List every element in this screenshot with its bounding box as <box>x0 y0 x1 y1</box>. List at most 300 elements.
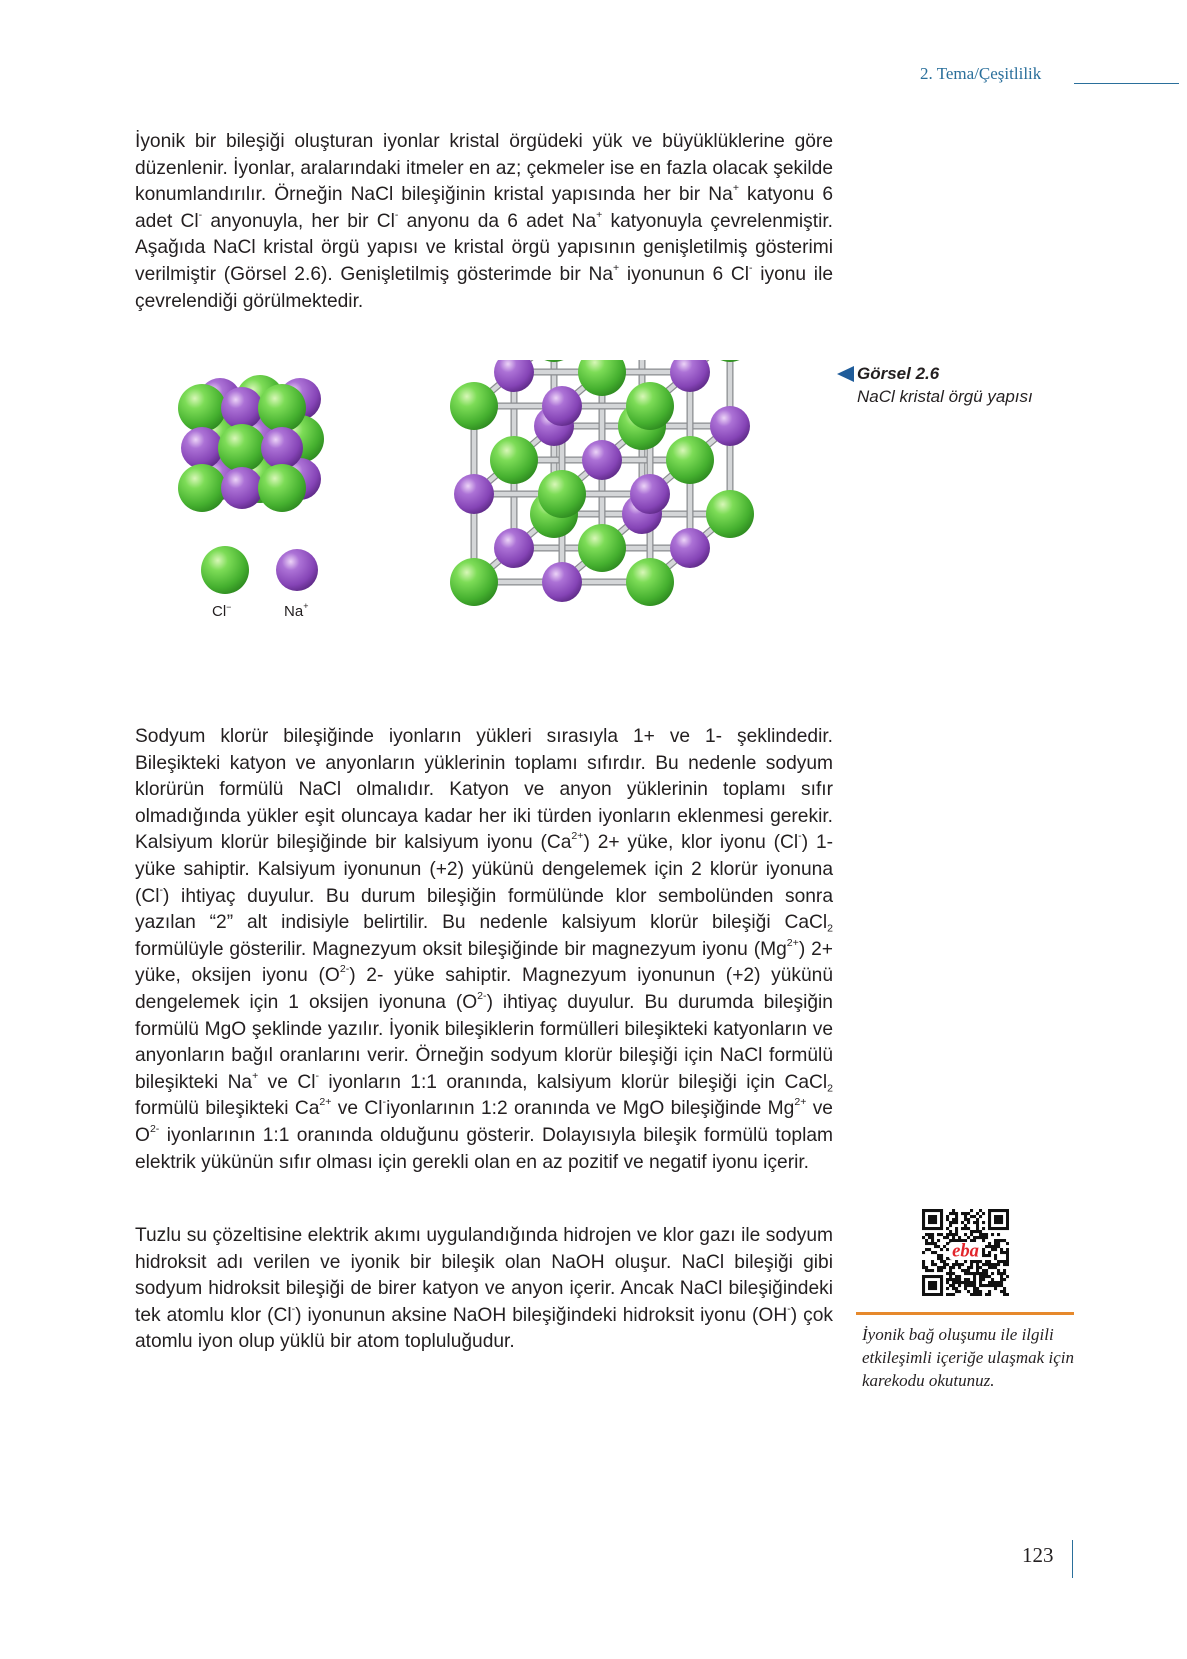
qr-module <box>925 1233 928 1236</box>
qr-module <box>979 1230 982 1233</box>
qr-module <box>931 1233 934 1236</box>
qr-module <box>931 1239 934 1242</box>
qr-module <box>1000 1284 1003 1287</box>
qr-module <box>928 1269 931 1272</box>
qr-module <box>922 1281 925 1284</box>
qr-module <box>964 1269 967 1272</box>
qr-module <box>922 1212 925 1215</box>
figure-caption-title: Görsel 2.6 <box>857 364 940 383</box>
qr-module <box>949 1293 952 1296</box>
qr-module <box>973 1221 976 1224</box>
qr-module <box>952 1272 955 1275</box>
qr-module <box>991 1233 994 1236</box>
qr-module <box>976 1224 979 1227</box>
qr-module <box>988 1275 991 1278</box>
packed-sodium-ion <box>221 387 263 429</box>
qr-module <box>952 1209 955 1212</box>
qr-module <box>946 1272 949 1275</box>
qr-module <box>973 1290 976 1293</box>
qr-module <box>1006 1260 1009 1263</box>
qr-module <box>985 1263 988 1266</box>
qr-module <box>949 1224 952 1227</box>
qr-module <box>961 1269 964 1272</box>
qr-module <box>1000 1290 1003 1293</box>
nacl-crystal-lattice-figure <box>170 360 810 680</box>
qr-module <box>946 1293 949 1296</box>
qr-module <box>991 1272 994 1275</box>
qr-module <box>967 1281 970 1284</box>
qr-module <box>931 1242 934 1245</box>
qr-module <box>952 1281 955 1284</box>
qr-module <box>988 1212 991 1215</box>
qr-module <box>961 1212 964 1215</box>
qr-module <box>988 1263 991 1266</box>
qr-module <box>994 1266 997 1269</box>
qr-module <box>949 1284 952 1287</box>
qr-module <box>949 1272 952 1275</box>
qr-module <box>979 1266 982 1269</box>
qr-module <box>997 1260 1000 1263</box>
qr-module <box>922 1215 925 1218</box>
qr-module <box>991 1266 994 1269</box>
qr-module <box>994 1239 997 1242</box>
lattice-sodium-ion <box>542 386 582 426</box>
qr-module <box>940 1266 943 1269</box>
qr-module <box>928 1281 931 1284</box>
qr-module <box>946 1287 949 1290</box>
qr-module <box>940 1224 943 1227</box>
ionic-formula-paragraph: Sodyum klorür bileşiğinde iyonların yükleri sırasıyla 1+ ve 1- şeklindedir. Bileşikteki katyon ve anyonların yüklerinin toplamı sıfırdır. Bu nedenle sodyum klorürün formülü NaCl olmalıdır. Katyon ve anyon yüklerinin toplamı sıfır olmadığında yükler eşit oluncaya kadar her iki türden iyonların eklenmesi gerekir. Kalsiyum klorür bileşiğinde bir kalsiyum iyonu $(Ca^{2+})$ 2+ yüke, klor iyonu (Cl-) 1- yüke sahiptir. Kalsiyum iyonunun (+2) yükünü dengelemek için 2 klorür iyonuna (Cl-) ihtiyaç duyulur. Bu durum bileşiğin formülünde klor sembolünden sonra yazılan “2” alt indisiyle belirtilir. Bu nedenle kalsiyum klorür bileşiği CaCl$_2$ formülüyle gösterilir. Magnezyum oksit bileşiğinde bir magnezyum iyonu $(Mg^{2+})$ 2+ yüke, oksijen iyonu $(O^{2-})$ 2- yüke sahiptir. Magnezyum iyonunun (+2) yükünü dengelemek için 1 oksijen iyonuna $(O^{2-})$ ihtiyaç duyulur. Bu durumda bileşiğin formülü MgO şeklinde yazılır. İyonik bileşiklerin formülleri bileşikteki katyonların ve anyonların bağıl oranlarını verir. Örneğin sodyum klorür bileşiği için NaCl formülü bileşikteki Na+ ve Cl- iyonların 1:1 oranında, kalsiyum klorür bileşiği için CaCl$_2$ formülü bileşikteki $Ca^{2+}$ ve Cl-iyonlarının 1:2 oranında ve MgO bileşiğinde $Mg^{2+}$ ve $O^{2-}$ iyonlarının 1:1 oranında olduğunu gösterir. Dolayısıyla bileşik formülü toplam elektrik yükünün sıfır olması için gerekli olan en az pozitif ve negatif iyonu içerir. <box>135 726 834 1173</box>
qr-module <box>1000 1215 1003 1218</box>
lattice-chloride-ion <box>626 558 674 606</box>
lattice-chloride-ion <box>666 436 714 484</box>
qr-module <box>988 1218 991 1221</box>
lattice-chloride-ion <box>578 524 626 572</box>
qr-module <box>1003 1278 1006 1281</box>
naoh-paragraph: Tuzlu su çözeltisine elektrik akımı uygulandığında hidrojen ve klor gazı ile sodyum hidroksit adı verilen ve iyonik bir bileşik olan NaOH oluşur. NaCl bileşiği gibi sodyum hidroksit bileşiği de birer katyon ve anyon içerir. Ancak NaCl bileşiğindeki tek atomlu klor (Cl-) iyonunun aksine NaOH bileşiğindeki hidroksit iyonu (OH-) çok atomlu iyon olup yüklü bir atom topluluğudur. <box>135 1225 833 1353</box>
qr-module <box>937 1269 940 1272</box>
qr-module <box>988 1266 991 1269</box>
qr-module <box>979 1293 982 1296</box>
qr-module <box>1000 1272 1003 1275</box>
qr-module <box>997 1281 1000 1284</box>
qr-module <box>967 1272 970 1275</box>
qr-module <box>1006 1221 1009 1224</box>
qr-module <box>1006 1209 1009 1212</box>
qr-module <box>940 1290 943 1293</box>
qr-module <box>997 1221 1000 1224</box>
qr-module <box>931 1236 934 1239</box>
qr-instruction-text: İyonik bağ oluşumu ile ilgili etkileşimli içeriğe ulaşmak için karekodu okutunuz. <box>862 1325 1074 1390</box>
qr-module <box>952 1221 955 1224</box>
qr-module <box>922 1263 925 1266</box>
qr-module <box>988 1242 991 1245</box>
qr-module <box>934 1284 937 1287</box>
qr-module <box>946 1263 949 1266</box>
qr-module <box>994 1245 997 1248</box>
qr-module <box>949 1230 952 1233</box>
qr-module <box>949 1269 952 1272</box>
qr-module <box>952 1236 955 1239</box>
qr-module <box>991 1209 994 1212</box>
qr-module <box>946 1233 949 1236</box>
qr-module <box>943 1263 946 1266</box>
legend-chloride-ion <box>201 546 249 594</box>
qr-module <box>970 1284 973 1287</box>
qr-module <box>928 1287 931 1290</box>
qr-module <box>940 1275 943 1278</box>
qr-module <box>1003 1263 1006 1266</box>
lattice-chloride-ion <box>450 382 498 430</box>
packed-sodium-ion <box>181 427 223 469</box>
qr-module <box>922 1251 925 1254</box>
qr-module <box>922 1221 925 1224</box>
qr-module <box>928 1275 931 1278</box>
qr-module <box>946 1236 949 1239</box>
qr-module <box>988 1227 991 1230</box>
qr-module <box>940 1293 943 1296</box>
qr-module <box>994 1257 997 1260</box>
qr-module <box>943 1236 946 1239</box>
qr-module <box>1006 1242 1009 1245</box>
qr-module <box>988 1224 991 1227</box>
qr-module <box>955 1227 958 1230</box>
qr-module <box>1000 1221 1003 1224</box>
qr-module <box>994 1242 997 1245</box>
qr-module <box>985 1275 988 1278</box>
qr-module <box>943 1245 946 1248</box>
qr-module <box>943 1266 946 1269</box>
qr-module <box>931 1269 934 1272</box>
qr-module <box>940 1278 943 1281</box>
page-number-rule <box>1072 1540 1073 1578</box>
qr-module <box>979 1281 982 1284</box>
qr-module <box>934 1209 937 1212</box>
qr-module <box>982 1248 985 1251</box>
qr-module <box>949 1266 952 1269</box>
qr-module <box>922 1266 925 1269</box>
qr-module <box>940 1248 943 1251</box>
qr-module <box>1003 1227 1006 1230</box>
qr-module <box>973 1293 976 1296</box>
qr-module <box>976 1263 979 1266</box>
qr-module <box>925 1239 928 1242</box>
qr-module <box>940 1254 943 1257</box>
qr-module <box>970 1233 973 1236</box>
qr-module <box>979 1209 982 1212</box>
qr-module <box>967 1266 970 1269</box>
qr-module <box>931 1221 934 1224</box>
qr-module <box>991 1263 994 1266</box>
qr-module <box>982 1236 985 1239</box>
qr-module <box>970 1215 973 1218</box>
qr-module <box>940 1287 943 1290</box>
qr-module <box>940 1221 943 1224</box>
qr-module <box>964 1218 967 1221</box>
qr-module <box>997 1233 1000 1236</box>
qr-module <box>931 1251 934 1254</box>
qr-module <box>994 1254 997 1257</box>
qr-module <box>985 1245 988 1248</box>
qr-module <box>922 1278 925 1281</box>
qr-module <box>922 1260 925 1263</box>
qr-module <box>991 1281 994 1284</box>
qr-module <box>1006 1248 1009 1251</box>
qr-module <box>1006 1293 1009 1296</box>
qr-module <box>973 1275 976 1278</box>
qr-module <box>937 1209 940 1212</box>
qr-module <box>967 1269 970 1272</box>
qr-module <box>988 1245 991 1248</box>
qr-module <box>958 1281 961 1284</box>
qr-module <box>967 1221 970 1224</box>
qr-module <box>931 1275 934 1278</box>
qr-module <box>970 1266 973 1269</box>
qr-module <box>988 1209 991 1212</box>
qr-module <box>931 1287 934 1290</box>
qr-module <box>1000 1227 1003 1230</box>
qr-module <box>982 1233 985 1236</box>
qr-module <box>994 1281 997 1284</box>
qr-module <box>937 1293 940 1296</box>
qr-module <box>955 1218 958 1221</box>
qr-module <box>940 1227 943 1230</box>
qr-module <box>994 1227 997 1230</box>
qr-module <box>964 1227 967 1230</box>
lattice-chloride-ion <box>490 436 538 484</box>
qr-module <box>976 1227 979 1230</box>
qr-module <box>985 1233 988 1236</box>
lattice-sodium-ion <box>454 474 494 514</box>
qr-module <box>928 1227 931 1230</box>
qr-module <box>934 1263 937 1266</box>
qr-module <box>952 1266 955 1269</box>
figure-caption <box>857 362 1033 408</box>
qr-module <box>973 1230 976 1233</box>
qr-module <box>997 1272 1000 1275</box>
qr-module <box>964 1278 967 1281</box>
qr-module <box>940 1215 943 1218</box>
qr-module <box>994 1263 997 1266</box>
qr-module <box>925 1248 928 1251</box>
qr-module <box>988 1290 991 1293</box>
qr-module <box>967 1212 970 1215</box>
qr-module <box>997 1263 1000 1266</box>
qr-module <box>934 1218 937 1221</box>
qr-module <box>940 1281 943 1284</box>
qr-module <box>955 1263 958 1266</box>
qr-module <box>946 1227 949 1230</box>
qr-module <box>973 1215 976 1218</box>
qr-module <box>994 1209 997 1212</box>
qr-module <box>1003 1239 1006 1242</box>
lattice-chloride-ion <box>626 382 674 430</box>
qr-module <box>925 1293 928 1296</box>
qr-module <box>988 1260 991 1263</box>
qr-module <box>937 1239 940 1242</box>
qr-module <box>979 1215 982 1218</box>
qr-module <box>985 1272 988 1275</box>
qr-module <box>967 1284 970 1287</box>
lattice-chloride-ion <box>450 558 498 606</box>
qr-module <box>997 1239 1000 1242</box>
legend-sodium-label: Na+ <box>284 601 309 620</box>
qr-module <box>1006 1251 1009 1254</box>
qr-module <box>1003 1251 1006 1254</box>
lattice-chloride-ion <box>706 360 754 362</box>
qr-module <box>925 1242 928 1245</box>
qr-module <box>934 1242 937 1245</box>
qr-module <box>982 1212 985 1215</box>
qr-module <box>973 1272 976 1275</box>
qr-module <box>955 1287 958 1290</box>
qr-module <box>922 1290 925 1293</box>
qr-module <box>976 1269 979 1272</box>
qr-module <box>922 1227 925 1230</box>
qr-module <box>952 1218 955 1221</box>
qr-module <box>934 1281 937 1284</box>
qr-module <box>985 1269 988 1272</box>
qr-module <box>1003 1293 1006 1296</box>
qr-module <box>922 1236 925 1239</box>
qr-module <box>940 1269 943 1272</box>
packed-chloride-ion <box>218 424 266 472</box>
qr-module <box>1006 1227 1009 1230</box>
qr-module <box>1003 1287 1006 1290</box>
packed-chloride-ion <box>258 464 306 512</box>
qr-module <box>988 1251 991 1254</box>
qr-module <box>925 1269 928 1272</box>
qr-module <box>970 1293 973 1296</box>
qr-module <box>937 1257 940 1260</box>
qr-module <box>991 1245 994 1248</box>
qr-module <box>976 1236 979 1239</box>
qr-module <box>979 1233 982 1236</box>
qr-module <box>988 1281 991 1284</box>
packed-sodium-ion <box>261 427 303 469</box>
qr-module <box>925 1275 928 1278</box>
qr-module <box>922 1224 925 1227</box>
qr-module <box>982 1272 985 1275</box>
qr-module <box>964 1272 967 1275</box>
qr-module <box>934 1287 937 1290</box>
qr-module <box>946 1242 949 1245</box>
qr-module <box>982 1227 985 1230</box>
lattice-sodium-ion <box>494 528 534 568</box>
qr-module <box>949 1275 952 1278</box>
qr-module <box>1003 1209 1006 1212</box>
qr-module <box>997 1227 1000 1230</box>
qr-module <box>922 1284 925 1287</box>
qr-module <box>997 1215 1000 1218</box>
qr-module <box>922 1218 925 1221</box>
qr-module <box>979 1278 982 1281</box>
qr-module <box>928 1284 931 1287</box>
qr-module <box>934 1293 937 1296</box>
qr-module <box>922 1287 925 1290</box>
qr-module <box>943 1260 946 1263</box>
packed-chloride-ion <box>178 384 226 432</box>
running-header: 2. Tema/Çeşitlilik <box>920 64 1042 83</box>
qr-module <box>1006 1218 1009 1221</box>
qr-module <box>982 1269 985 1272</box>
qr-module <box>928 1209 931 1212</box>
qr-module <box>967 1236 970 1239</box>
qr-module <box>952 1293 955 1296</box>
qr-module <box>1003 1290 1006 1293</box>
qr-module <box>928 1293 931 1296</box>
packed-chloride-ion <box>258 384 306 432</box>
qr-module <box>970 1209 973 1212</box>
qr-module <box>991 1248 994 1251</box>
qr-module <box>979 1236 982 1239</box>
qr-code[interactable] <box>922 1209 1009 1296</box>
qr-module <box>922 1293 925 1296</box>
qr-module <box>964 1212 967 1215</box>
qr-module <box>979 1260 982 1263</box>
qr-module <box>925 1227 928 1230</box>
qr-module <box>1000 1260 1003 1263</box>
legend-chloride-label: Cl− <box>212 602 232 620</box>
qr-module <box>997 1269 1000 1272</box>
qr-module <box>982 1284 985 1287</box>
lattice-sodium-ion <box>542 562 582 602</box>
qr-module <box>991 1227 994 1230</box>
qr-module <box>1003 1269 1006 1272</box>
qr-module <box>967 1227 970 1230</box>
qr-module <box>931 1227 934 1230</box>
qr-module <box>928 1242 931 1245</box>
caption-arrow-icon <box>837 366 854 382</box>
qr-module <box>985 1236 988 1239</box>
qr-module <box>931 1209 934 1212</box>
qr-module <box>952 1287 955 1290</box>
qr-module <box>967 1290 970 1293</box>
qr-module <box>1006 1224 1009 1227</box>
qr-module <box>949 1233 952 1236</box>
qr-module <box>994 1287 997 1290</box>
qr-module <box>982 1278 985 1281</box>
qr-module <box>922 1275 925 1278</box>
qr-module <box>1006 1257 1009 1260</box>
qr-module <box>988 1221 991 1224</box>
qr-module <box>925 1266 928 1269</box>
qr-module <box>958 1236 961 1239</box>
qr-module <box>958 1275 961 1278</box>
qr-module <box>928 1248 931 1251</box>
qr-module <box>964 1284 967 1287</box>
qr-module <box>979 1284 982 1287</box>
qr-module <box>940 1233 943 1236</box>
qr-module <box>979 1290 982 1293</box>
qr-module <box>931 1260 934 1263</box>
qr-module <box>964 1215 967 1218</box>
qr-module <box>994 1218 997 1221</box>
qr-module <box>1000 1218 1003 1221</box>
qr-module <box>937 1227 940 1230</box>
qr-module <box>967 1218 970 1221</box>
qr-module <box>955 1233 958 1236</box>
qr-module <box>982 1275 985 1278</box>
qr-module <box>949 1221 952 1224</box>
qr-module <box>985 1254 988 1257</box>
qr-module <box>1006 1275 1009 1278</box>
qr-module <box>955 1278 958 1281</box>
qr-module <box>922 1209 925 1212</box>
qr-accent-bar <box>856 1312 1074 1315</box>
qr-module <box>976 1272 979 1275</box>
qr-module <box>973 1236 976 1239</box>
